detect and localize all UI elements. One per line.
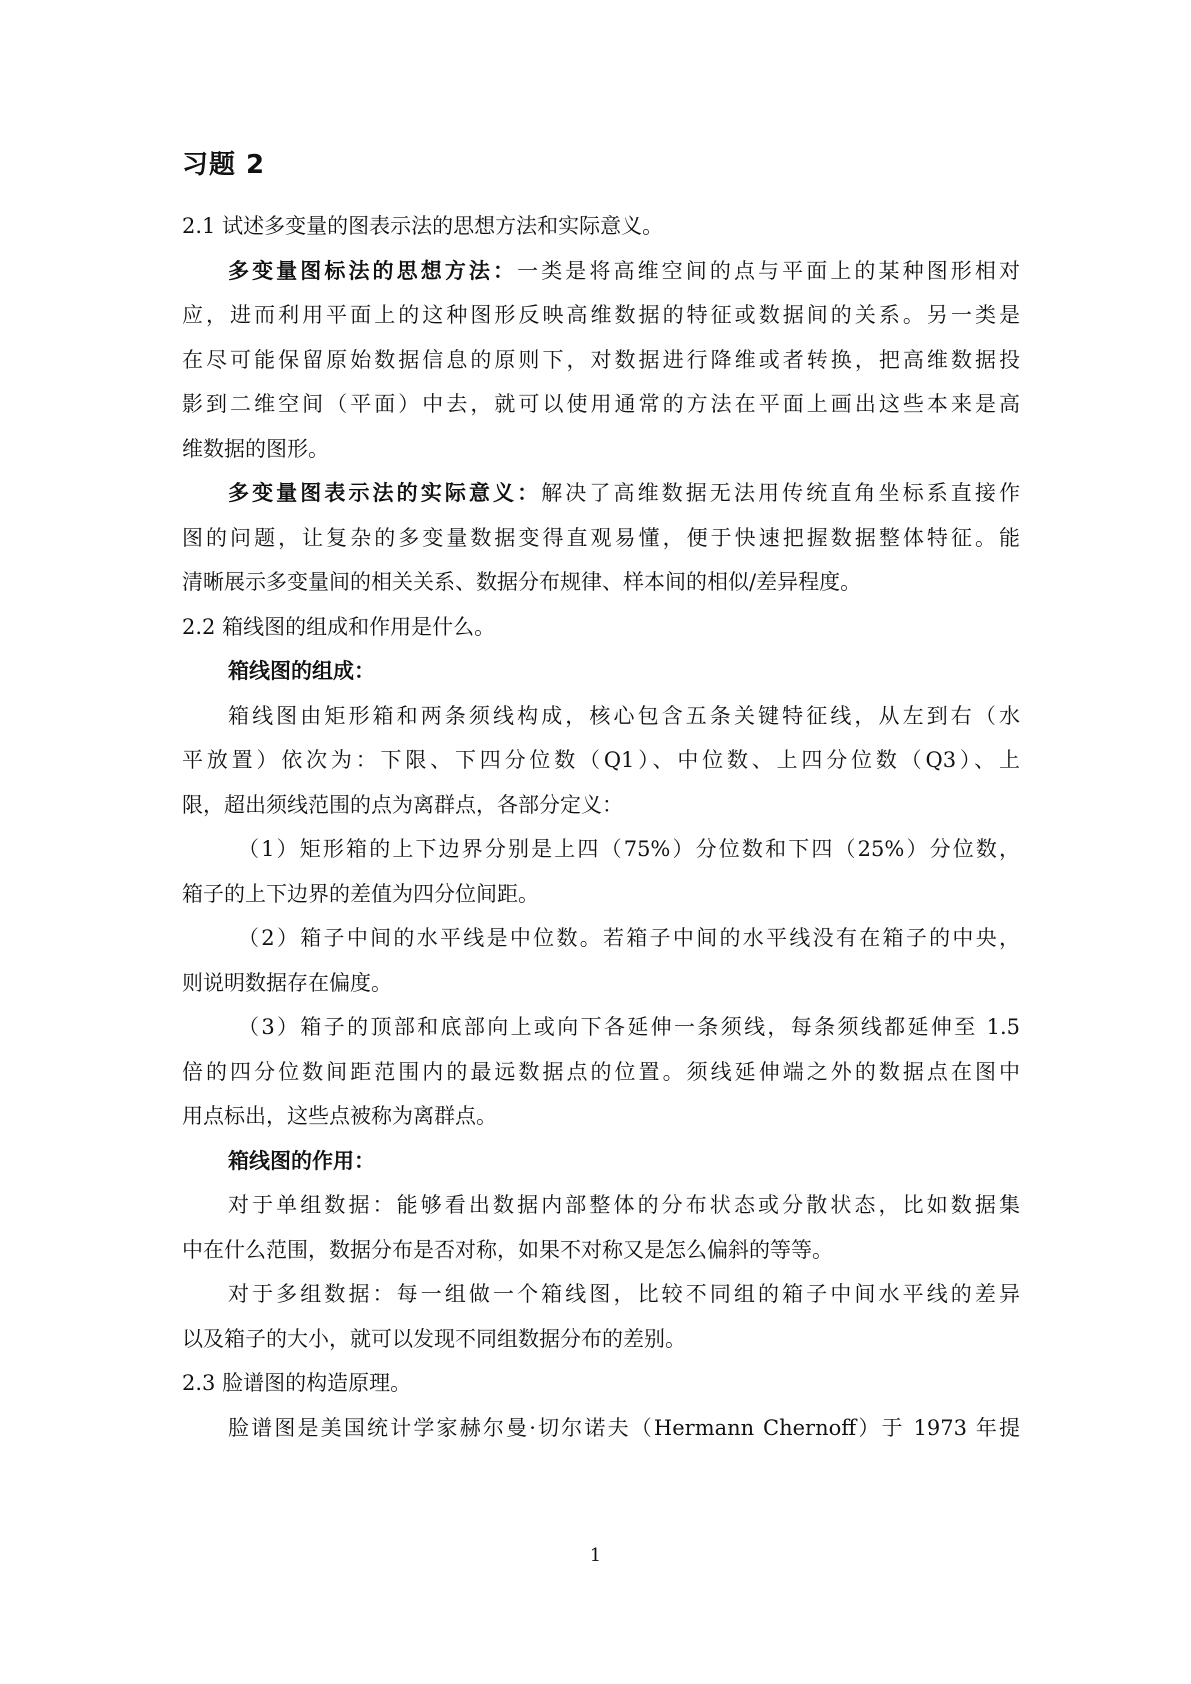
text-line	[182, 249, 1020, 294]
text-line	[182, 471, 1020, 516]
text-line	[182, 605, 1020, 650]
bold-lead-in: 多变量图标法的思想方法：	[228, 257, 518, 283]
line-text: 脸谱图是美国统计学家赫尔曼·切尔诺夫（Hermann Chernoff）于 1973 年提	[228, 1415, 1020, 1440]
line-text: 倍的四分位数间距范围内的最远数据点的位置。须线延伸端之外的数据点在图中	[182, 1059, 1020, 1084]
text-line	[182, 1361, 1020, 1406]
text-line	[182, 1183, 1020, 1228]
line-text: 对于单组数据：能够看出数据内部整体的分布状态或分散状态，比如数据集	[228, 1193, 1020, 1217]
text-line	[182, 1139, 1020, 1184]
text-line	[182, 872, 1020, 917]
bold-lead-in: 多变量图表示法的实际意义：	[228, 480, 542, 505]
text-line	[182, 1272, 1020, 1317]
line-text: 中在什么范围，数据分布是否对称，如果不对称又是怎么偏斜的等等。	[182, 1237, 833, 1262]
text-line	[182, 560, 1020, 605]
text-line	[182, 649, 1020, 694]
line-text: 2.3 脸谱图的构造原理。	[182, 1371, 412, 1395]
text-line	[182, 382, 1020, 427]
text-line	[182, 1005, 1020, 1050]
text-line	[182, 1228, 1020, 1273]
bold-lead-in: 箱线图的作用：	[228, 1147, 375, 1173]
line-text: 解决了高维数据无法用传统直角坐标系直接作	[541, 481, 1020, 505]
text-line	[182, 827, 1020, 872]
text-line	[182, 961, 1020, 1006]
line-text: 2.2 箱线图的组成和作用是什么。	[182, 614, 496, 639]
line-text: （1）矩形箱的上下边界分别是上四（75%）分位数和下四（25%）分位数，	[238, 837, 1020, 861]
text-line	[182, 916, 1020, 961]
line-text: 2.1 试述多变量的图表示法的思想方法和实际意义。	[182, 214, 664, 238]
text-line	[182, 1050, 1020, 1095]
section-heading: 习题 2	[182, 150, 266, 180]
text-line	[182, 1406, 1020, 1451]
line-text: 一类是将高维空间的点与平面上的某种图形相对	[517, 258, 1020, 283]
text-line	[182, 694, 1020, 739]
line-text: （2）箱子中间的水平线是中位数。若箱子中间的水平线没有在箱子的中央，	[238, 926, 1020, 950]
line-text: 限，超出须线范围的点为离群点，各部分定义：	[182, 792, 623, 817]
line-text: 维数据的图形。	[182, 436, 329, 461]
line-text: 则说明数据存在偏度。	[182, 970, 392, 995]
text-line	[182, 204, 1020, 249]
line-text: 清晰展示多变量间的相关关系、数据分布规律、样本间的相似/差异程度。	[182, 570, 862, 594]
text-line	[182, 427, 1020, 472]
line-text: 箱子的上下边界的差值为四分位间距。	[182, 881, 539, 906]
line-text: 影到二维空间（平面）中去，就可以使用通常的方法在平面上画出这些本来是高	[182, 392, 1020, 416]
line-text: 对于多组数据：每一组做一个箱线图，比较不同组的箱子中间水平线的差异	[228, 1282, 1020, 1306]
bold-lead-in: 箱线图的组成：	[228, 658, 375, 683]
text-line	[182, 1094, 1020, 1139]
text-line	[182, 738, 1020, 783]
text-line	[182, 338, 1020, 383]
page-content	[182, 148, 1020, 1450]
line-text: 平放置）依次为：下限、下四分位数（Q1）、中位数、上四分位数（Q3）、上	[182, 748, 1020, 772]
line-text: 应，进而利用平面上的这种图形反映高维数据的特征或数据间的关系。另一类是	[182, 303, 1020, 327]
line-text: 用点标出，这些点被称为离群点。	[182, 1104, 497, 1128]
text-line	[182, 1317, 1020, 1362]
line-text: 在尽可能保留原始数据信息的原则下，对数据进行降维或者转换，把高维数据投	[182, 347, 1020, 372]
text-line	[182, 516, 1020, 561]
line-text: 箱线图由矩形箱和两条须线构成，核心包含五条关键特征线，从左到右（水	[228, 703, 1020, 728]
body-text	[182, 204, 1020, 1450]
line-text: （3）箱子的顶部和底部向上或向下各延伸一条须线，每条须线都延伸至 1.5	[238, 1015, 1020, 1039]
line-text: 图的问题，让复杂的多变量数据变得直观易懂，便于快速把握数据整体特征。能	[182, 525, 1020, 550]
page-number: 1	[589, 1545, 602, 1566]
line-text: 以及箱子的大小，就可以发现不同组数据分布的差别。	[182, 1326, 686, 1351]
text-line	[182, 293, 1020, 338]
text-line	[182, 783, 1020, 828]
